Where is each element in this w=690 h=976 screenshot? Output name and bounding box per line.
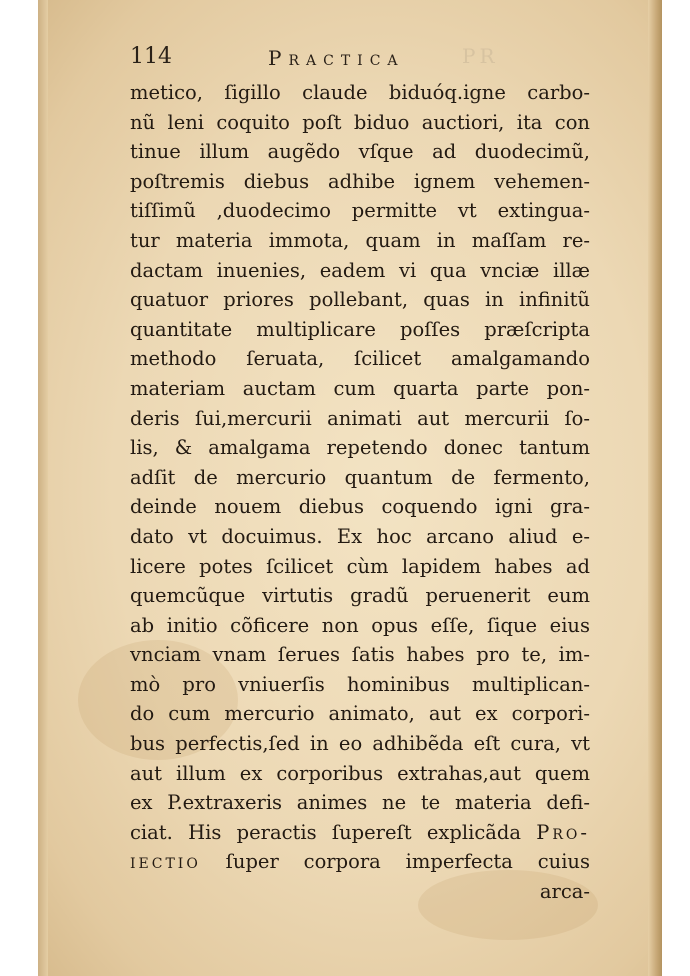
running-title: Practica: [268, 46, 405, 70]
text-line: dato vt docuimus. Ex hoc arcano aliud e-: [130, 524, 590, 548]
text-line: tiſſimũ ,duodecimo permitte vt extingua-: [130, 199, 590, 223]
text-line: quemcũque virtutis gradũ peruenerit eum: [130, 584, 590, 608]
running-head: [130, 40, 600, 74]
page-fore-edge: [648, 0, 662, 976]
text-line: lis, & amalgama repetendo donec tantum: [130, 436, 590, 460]
text-line: quantitate multiplicare poſſes præſcripta: [130, 317, 590, 341]
text-fragment: ciat. His peractis ſupereſt explicãda: [130, 820, 521, 844]
catchword: arca-: [539, 880, 590, 904]
text-line: materiam auctam cum quarta parte pon-: [130, 376, 590, 400]
text-line: nũ leni coquito poſt biduo auctiori, ita con: [130, 110, 590, 134]
text-line: tur materia immota, quam in maſſam re-: [130, 228, 590, 252]
text-line: poſtremis diebus adhibe ignem vehemen-: [130, 169, 590, 193]
text-line: aut illum ex corporibus extrahas,aut quem: [130, 761, 590, 785]
page-number: 114: [130, 44, 172, 69]
text-line: deris ſui,mercurii animati aut mercurii ſo-: [130, 406, 590, 430]
text-block: [130, 78, 590, 907]
text-line-with-caps: [130, 847, 590, 877]
page-gutter-shadow: [38, 0, 48, 976]
text-line: vnciam vnam ſerues ſatis habes pro te, im-: [130, 643, 590, 667]
text-line: quatuor priores pollebant, quas in infinitũ: [130, 288, 590, 312]
bleed-through-text: PR: [462, 44, 499, 68]
text-line: deinde nouem diebus coquendo igni gra-: [130, 495, 590, 519]
text-line: mò pro vniuerſis hominibus multiplican-: [130, 672, 590, 696]
text-line: adſit de mercurio quantum de fermento,: [130, 465, 590, 489]
small-caps-word-end: iectio: [130, 850, 201, 874]
text-line: methodo ſeruata, ſcilicet amalgamando: [130, 347, 590, 371]
text-line: bus perfectis,ſed in eo adhibẽda eſt cura, vt: [130, 732, 590, 756]
text-line: ab initio cõficere non opus eſſe, ſique eius: [130, 613, 590, 637]
text-line: licere potes ſcilicet cùm lapidem habes ad: [130, 554, 590, 578]
text-line: tinue illum augẽdo vſque ad duodecimũ,: [130, 140, 590, 164]
text-line: ex P.extraxeris animes ne te materia defi-: [130, 791, 590, 815]
text-line-with-caps: [130, 818, 590, 848]
text-line: dactam inuenies, eadem vi qua vnciæ illæ: [130, 258, 590, 282]
text-fragment: ſuper corpora imperfecta cuius: [225, 850, 590, 874]
text-line: metico, ſigillo claude biduóq.igne carbo-: [130, 81, 590, 104]
small-caps-word-start: Pro-: [536, 820, 590, 844]
text-line: do cum mercurio animato, aut ex corpori-: [130, 702, 590, 726]
